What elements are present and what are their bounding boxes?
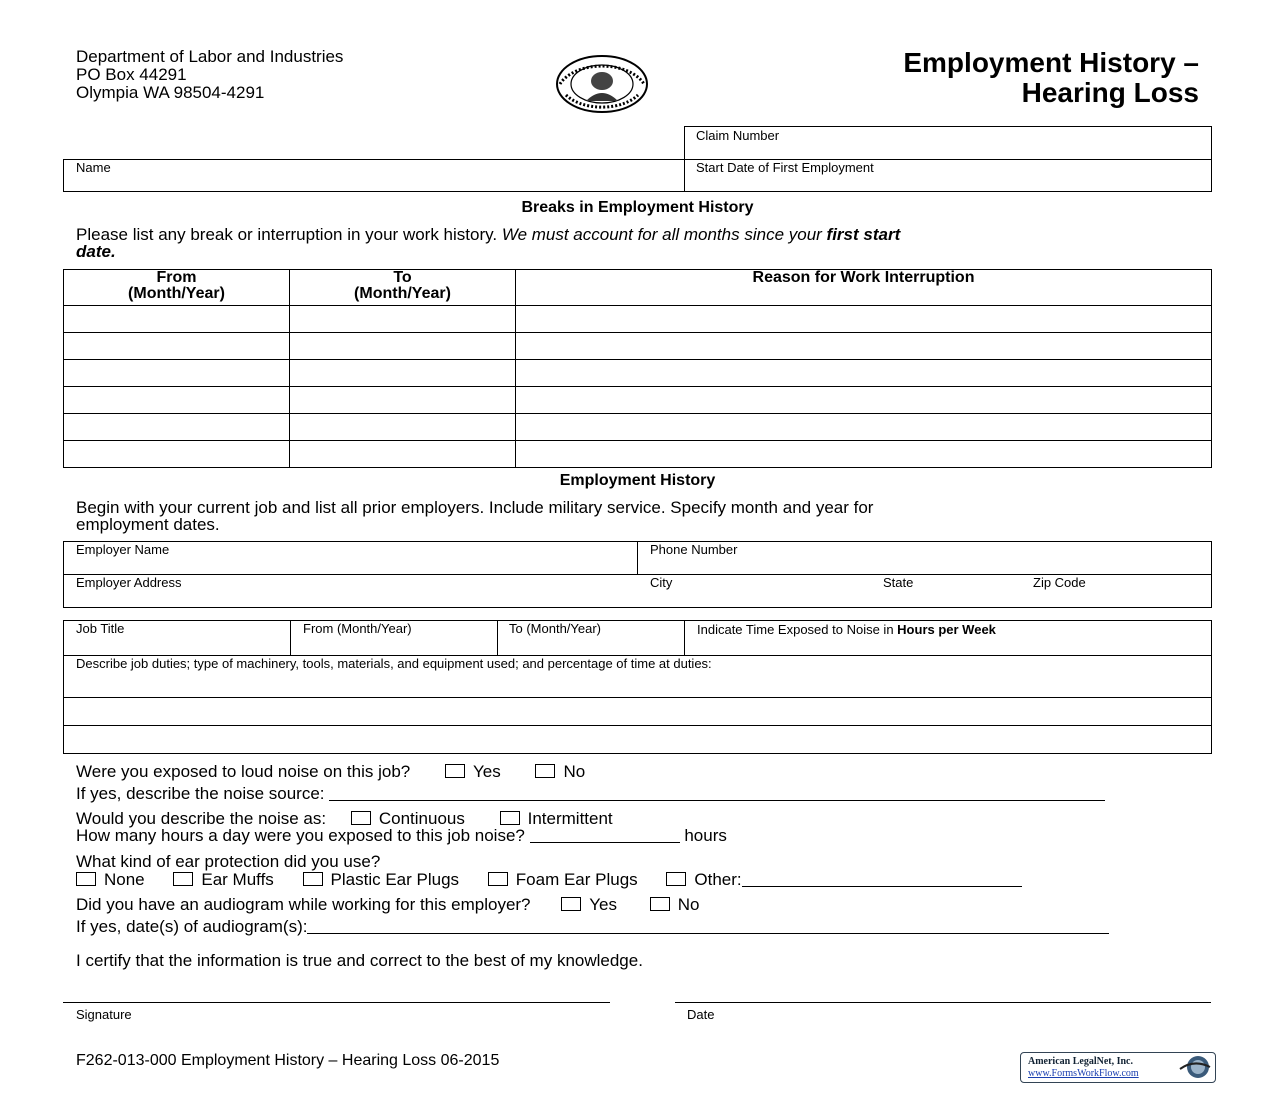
- phone-number-label: Phone Number: [650, 542, 738, 557]
- loud-noise-question-text: Were you exposed to loud noise on this job?: [76, 762, 411, 781]
- hours-question: [76, 826, 727, 846]
- state-label: State: [883, 575, 914, 590]
- from-cell[interactable]: [64, 306, 290, 333]
- continuous-label: Continuous: [378, 809, 465, 828]
- from-cell[interactable]: [64, 360, 290, 387]
- audiogram-question: [76, 895, 699, 915]
- from-cell[interactable]: [64, 414, 290, 441]
- city-label: City: [650, 575, 673, 590]
- audiogram-yes-checkbox[interactable]: [561, 897, 581, 911]
- plastic-plugs-label: Plastic Ear Plugs: [330, 870, 460, 889]
- form-title: [903, 48, 1199, 108]
- table-row: [64, 333, 1212, 360]
- legalnet-logo: [1020, 1052, 1216, 1083]
- job-title-field[interactable]: [63, 620, 291, 656]
- reason-cell[interactable]: [516, 387, 1212, 414]
- to-cell[interactable]: [290, 441, 516, 468]
- hours-label: hours: [684, 826, 727, 845]
- table-row: [64, 414, 1212, 441]
- audiogram-no-checkbox[interactable]: [650, 897, 670, 911]
- job-to-label: To (Month/Year): [509, 621, 602, 636]
- noise-hours-label: Indicate Time Exposed to Noise in Hours per Week: [697, 622, 996, 637]
- breaks-intro-bold: first start: [826, 225, 901, 244]
- breaks-intro-italic: We must account for all months since your: [501, 225, 827, 244]
- phone-number-field[interactable]: [637, 541, 1212, 575]
- table-row: [64, 306, 1212, 333]
- noise-source-text: If yes, describe the noise source:: [76, 784, 325, 803]
- breaks-table: [63, 269, 1212, 468]
- loud-noise-yes-checkbox[interactable]: [445, 764, 465, 778]
- employment-heading: Employment History: [559, 472, 716, 489]
- col-from-header: From (Month/Year): [64, 270, 290, 306]
- claim-number-label: Claim Number: [696, 128, 780, 143]
- table-row: [64, 387, 1212, 414]
- date-line[interactable]: [675, 1002, 1211, 1003]
- from-cell[interactable]: [64, 333, 290, 360]
- from-cell[interactable]: [64, 387, 290, 414]
- plastic-plugs-checkbox[interactable]: [303, 872, 323, 886]
- foam-plugs-checkbox[interactable]: [488, 872, 508, 886]
- no-label: No: [677, 895, 700, 914]
- globe-icon: [1178, 1055, 1212, 1080]
- other-label: Other:: [694, 870, 742, 889]
- reason-cell[interactable]: [516, 333, 1212, 360]
- audiogram-question-text: Did you have an audiogram while working for this employer?: [76, 895, 531, 914]
- department-address: [76, 48, 343, 102]
- certification-text: I certify that the information is true and correct to the best of my knowledge.: [76, 951, 643, 970]
- start-date-field[interactable]: [684, 159, 1212, 192]
- yes-label: Yes: [589, 895, 617, 914]
- job-duties-line-2[interactable]: [63, 697, 1212, 726]
- table-row: [64, 360, 1212, 387]
- yes-label: Yes: [472, 762, 501, 781]
- employment-intro-line2: employment dates.: [76, 515, 220, 534]
- reason-cell[interactable]: [516, 306, 1212, 333]
- breaks-intro: [76, 226, 900, 260]
- audiogram-dates-question: [76, 917, 1109, 937]
- job-from-field[interactable]: [290, 620, 498, 656]
- noise-source-question: [76, 784, 1105, 804]
- ear-protection-question: What kind of ear protection did you use?: [76, 852, 381, 871]
- employer-name-label: Employer Name: [76, 542, 170, 557]
- employer-address-label: Employer Address: [76, 575, 182, 590]
- audiogram-dates-text: If yes, date(s) of audiogram(s):: [76, 917, 308, 936]
- reason-cell[interactable]: [516, 441, 1212, 468]
- continuous-checkbox[interactable]: [351, 811, 371, 825]
- table-row: [64, 441, 1212, 468]
- audiogram-dates-input[interactable]: [307, 919, 1109, 934]
- name-label: Name: [76, 160, 111, 175]
- hours-input[interactable]: [530, 828, 680, 843]
- none-label: None: [104, 870, 145, 889]
- employer-address-field[interactable]: [63, 574, 1212, 608]
- to-cell[interactable]: [290, 387, 516, 414]
- to-cell[interactable]: [290, 333, 516, 360]
- reason-cell[interactable]: [516, 360, 1212, 387]
- employer-name-field[interactable]: [63, 541, 638, 575]
- intermittent-checkbox[interactable]: [500, 811, 520, 825]
- employment-intro: [76, 499, 873, 533]
- noise-source-input[interactable]: [329, 786, 1105, 801]
- to-cell[interactable]: [290, 414, 516, 441]
- dept-name: Department of Labor and Industries: [76, 47, 344, 66]
- job-title-label: Job Title: [76, 621, 125, 636]
- claim-number-field[interactable]: [684, 126, 1212, 160]
- ear-muffs-label: Ear Muffs: [201, 870, 274, 889]
- logo-line2: www.FormsWorkFlow.com: [1028, 1068, 1139, 1079]
- form-id: F262-013-000 Employment History – Hearing Loss 06-2015: [76, 1052, 500, 1069]
- loud-noise-question: [76, 762, 585, 782]
- other-checkbox[interactable]: [666, 872, 686, 886]
- state-seal-icon: [556, 55, 648, 115]
- loud-noise-no-checkbox[interactable]: [535, 764, 555, 778]
- breaks-intro-plain: Please list any break or interruption in your work history.: [76, 225, 502, 244]
- foam-plugs-label: Foam Ear Plugs: [515, 870, 638, 889]
- no-label: No: [563, 762, 586, 781]
- zip-code-label: Zip Code: [1033, 575, 1086, 590]
- job-to-field[interactable]: [497, 620, 685, 656]
- logo-line1: American LegalNet, Inc.: [1028, 1056, 1133, 1067]
- col-to-header: To (Month/Year): [290, 270, 516, 306]
- dept-city: Olympia WA 98504-4291: [76, 83, 265, 102]
- noise-hours-field[interactable]: [684, 620, 1212, 656]
- from-cell[interactable]: [64, 441, 290, 468]
- dept-po-box: PO Box 44291: [76, 65, 187, 84]
- start-date-label: Start Date of First Employment: [696, 160, 874, 175]
- ear-protection-options: [76, 870, 1022, 890]
- signature-line[interactable]: [63, 1002, 610, 1003]
- name-field[interactable]: [63, 159, 685, 192]
- form-title-line2: Hearing Loss: [1021, 77, 1199, 108]
- hours-question-text: How many hours a day were you exposed to this job noise?: [76, 826, 525, 845]
- ear-muffs-checkbox[interactable]: [173, 872, 193, 886]
- intermittent-label: Intermittent: [527, 809, 613, 828]
- job-duties-line-3[interactable]: [63, 725, 1212, 754]
- job-duties-label: Describe job duties; type of machinery, tools, materials, and equipment used; and percentage of time at duties:: [76, 656, 712, 671]
- signature-label: Signature: [76, 1007, 132, 1022]
- date-label: Date: [687, 1007, 715, 1022]
- breaks-heading: Breaks in Employment History: [521, 199, 754, 216]
- form-title-line1: Employment History –: [903, 47, 1199, 78]
- employment-intro-line1: Begin with your current job and list all prior employers. Include military service. Specify month and year for: [76, 498, 874, 517]
- col-reason-header: Reason for Work Interruption: [516, 270, 1212, 306]
- reason-cell[interactable]: [516, 414, 1212, 441]
- job-from-label: From (Month/Year): [303, 621, 412, 636]
- to-cell[interactable]: [290, 360, 516, 387]
- none-checkbox[interactable]: [76, 872, 96, 886]
- other-input[interactable]: [742, 872, 1022, 887]
- noise-type-text: Would you describe the noise as:: [76, 809, 327, 828]
- job-duties-field[interactable]: [63, 655, 1212, 698]
- breaks-intro-line2: date.: [76, 242, 116, 261]
- to-cell[interactable]: [290, 306, 516, 333]
